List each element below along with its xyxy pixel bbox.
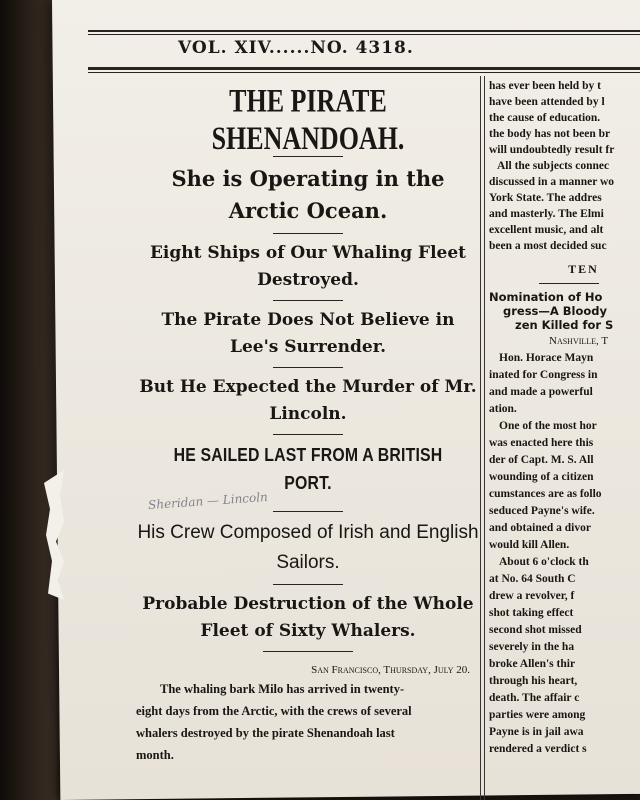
dateline — [136, 664, 470, 676]
deck-1: She is Operating in the Arctic Ocean. — [171, 166, 445, 223]
column-rule-double — [484, 76, 485, 800]
text-line: have been attended by l — [489, 96, 605, 108]
text-line: the body has not been br — [489, 128, 611, 140]
text-line: York State. The addres — [489, 192, 602, 204]
sub-heading: Nomination of Ho — [489, 290, 603, 304]
text-line: death. The affair c — [489, 692, 580, 704]
text-line: and masterly. The Elmi — [489, 208, 604, 220]
divider-rule — [273, 233, 343, 234]
text-line: broke Allen's thir — [489, 658, 576, 670]
deck-7: Probable Destruction of the Whole Fleet of Sixty Whalers. — [142, 594, 474, 641]
handwritten-annotation: Sheridan — Lincoln — [147, 489, 269, 513]
divider-rule — [273, 511, 343, 512]
article-body — [136, 678, 480, 766]
text-line: der of Capt. M. S. All — [489, 454, 594, 466]
text-line: ation. — [489, 403, 517, 415]
text-line: excellent music, and alt — [489, 224, 604, 236]
text-line: rendered a verdict s — [489, 743, 587, 755]
body-line: whalers destroyed by the pirate Shenandoah last — [136, 726, 395, 740]
text-line: at No. 64 South C — [489, 573, 576, 585]
top-rule — [88, 30, 640, 32]
text-line: and obtained a divor — [489, 522, 591, 534]
divider-rule — [273, 434, 343, 435]
text-line: inated for Congress in — [489, 369, 598, 381]
text-line: drew a revolver, f — [489, 590, 575, 602]
text-line: discussed in a manner wo — [489, 176, 615, 188]
divider-rule — [539, 283, 599, 284]
body-line: month. — [136, 748, 174, 762]
heavy-rule — [88, 67, 640, 70]
text-line: the cause of education. — [489, 112, 601, 124]
top-rule-thin — [88, 34, 640, 35]
divider-rule — [273, 584, 343, 585]
text-line: shot taking effect — [489, 607, 574, 619]
text-line: cumstances are as follo — [489, 488, 602, 500]
article-title: THE PIRATE SHENANDOAH. — [211, 82, 405, 157]
deck-4: But He Expected the Murder of Mr. Lincoln. — [139, 377, 477, 424]
text-line: seduced Payne's wife. — [489, 505, 595, 517]
text-line: been a most decided suc — [489, 240, 607, 252]
text-line: Payne is in jail awa — [489, 726, 584, 738]
column-rule — [480, 76, 481, 800]
volume-number-line: VOL. XIV......NO. 4318. — [178, 38, 414, 58]
divider-rule — [273, 300, 343, 301]
dateline-date: Thursday, July 20. — [383, 664, 470, 676]
deck-5: HE SAILED LAST FROM A BRITISH PORT. — [173, 445, 443, 493]
sub-heading: zen Killed for S — [515, 318, 614, 332]
text-line: second shot missed — [489, 624, 582, 636]
text-line: wounding of a citizen — [489, 471, 594, 483]
text-line: severely in the ha — [489, 641, 575, 653]
deck-6: His Crew Composed of Irish and English Sailors. — [137, 522, 479, 573]
dateline-place: Nashville, T — [549, 335, 609, 347]
text-line: Hon. Horace Mayn — [499, 352, 594, 364]
text-line: has ever been held by t — [489, 80, 601, 92]
divider-rule — [273, 367, 343, 368]
section-heading: TEN — [568, 262, 599, 276]
text-line: One of the most hor — [499, 420, 597, 432]
main-article-column — [136, 82, 480, 766]
text-line: through his heart, — [489, 675, 578, 687]
divider-rule — [263, 651, 353, 652]
right-column — [489, 78, 640, 758]
text-line: parties were among — [489, 709, 586, 721]
deck-2: Eight Ships of Our Whaling Fleet Destroyed. — [149, 243, 467, 290]
deck-3: The Pirate Does Not Believe in Lee's Surrender. — [161, 310, 455, 357]
text-line: would kill Allen. — [489, 539, 570, 551]
sub-heading: gress—A Bloody — [503, 304, 608, 318]
text-line: will undoubtedly result fr — [489, 144, 615, 156]
text-line: and made a powerful — [489, 386, 593, 398]
text-line: was enacted here this — [489, 437, 594, 449]
body-line: The whaling bark Milo has arrived in twenty- — [160, 682, 405, 696]
text-line: About 6 o'clock th — [499, 556, 589, 568]
text-line: All the subjects connec — [497, 160, 610, 172]
dateline-place: San Francisco, — [311, 664, 381, 676]
thin-rule — [88, 72, 640, 73]
body-line: eight days from the Arctic, with the crews of several — [136, 704, 412, 718]
